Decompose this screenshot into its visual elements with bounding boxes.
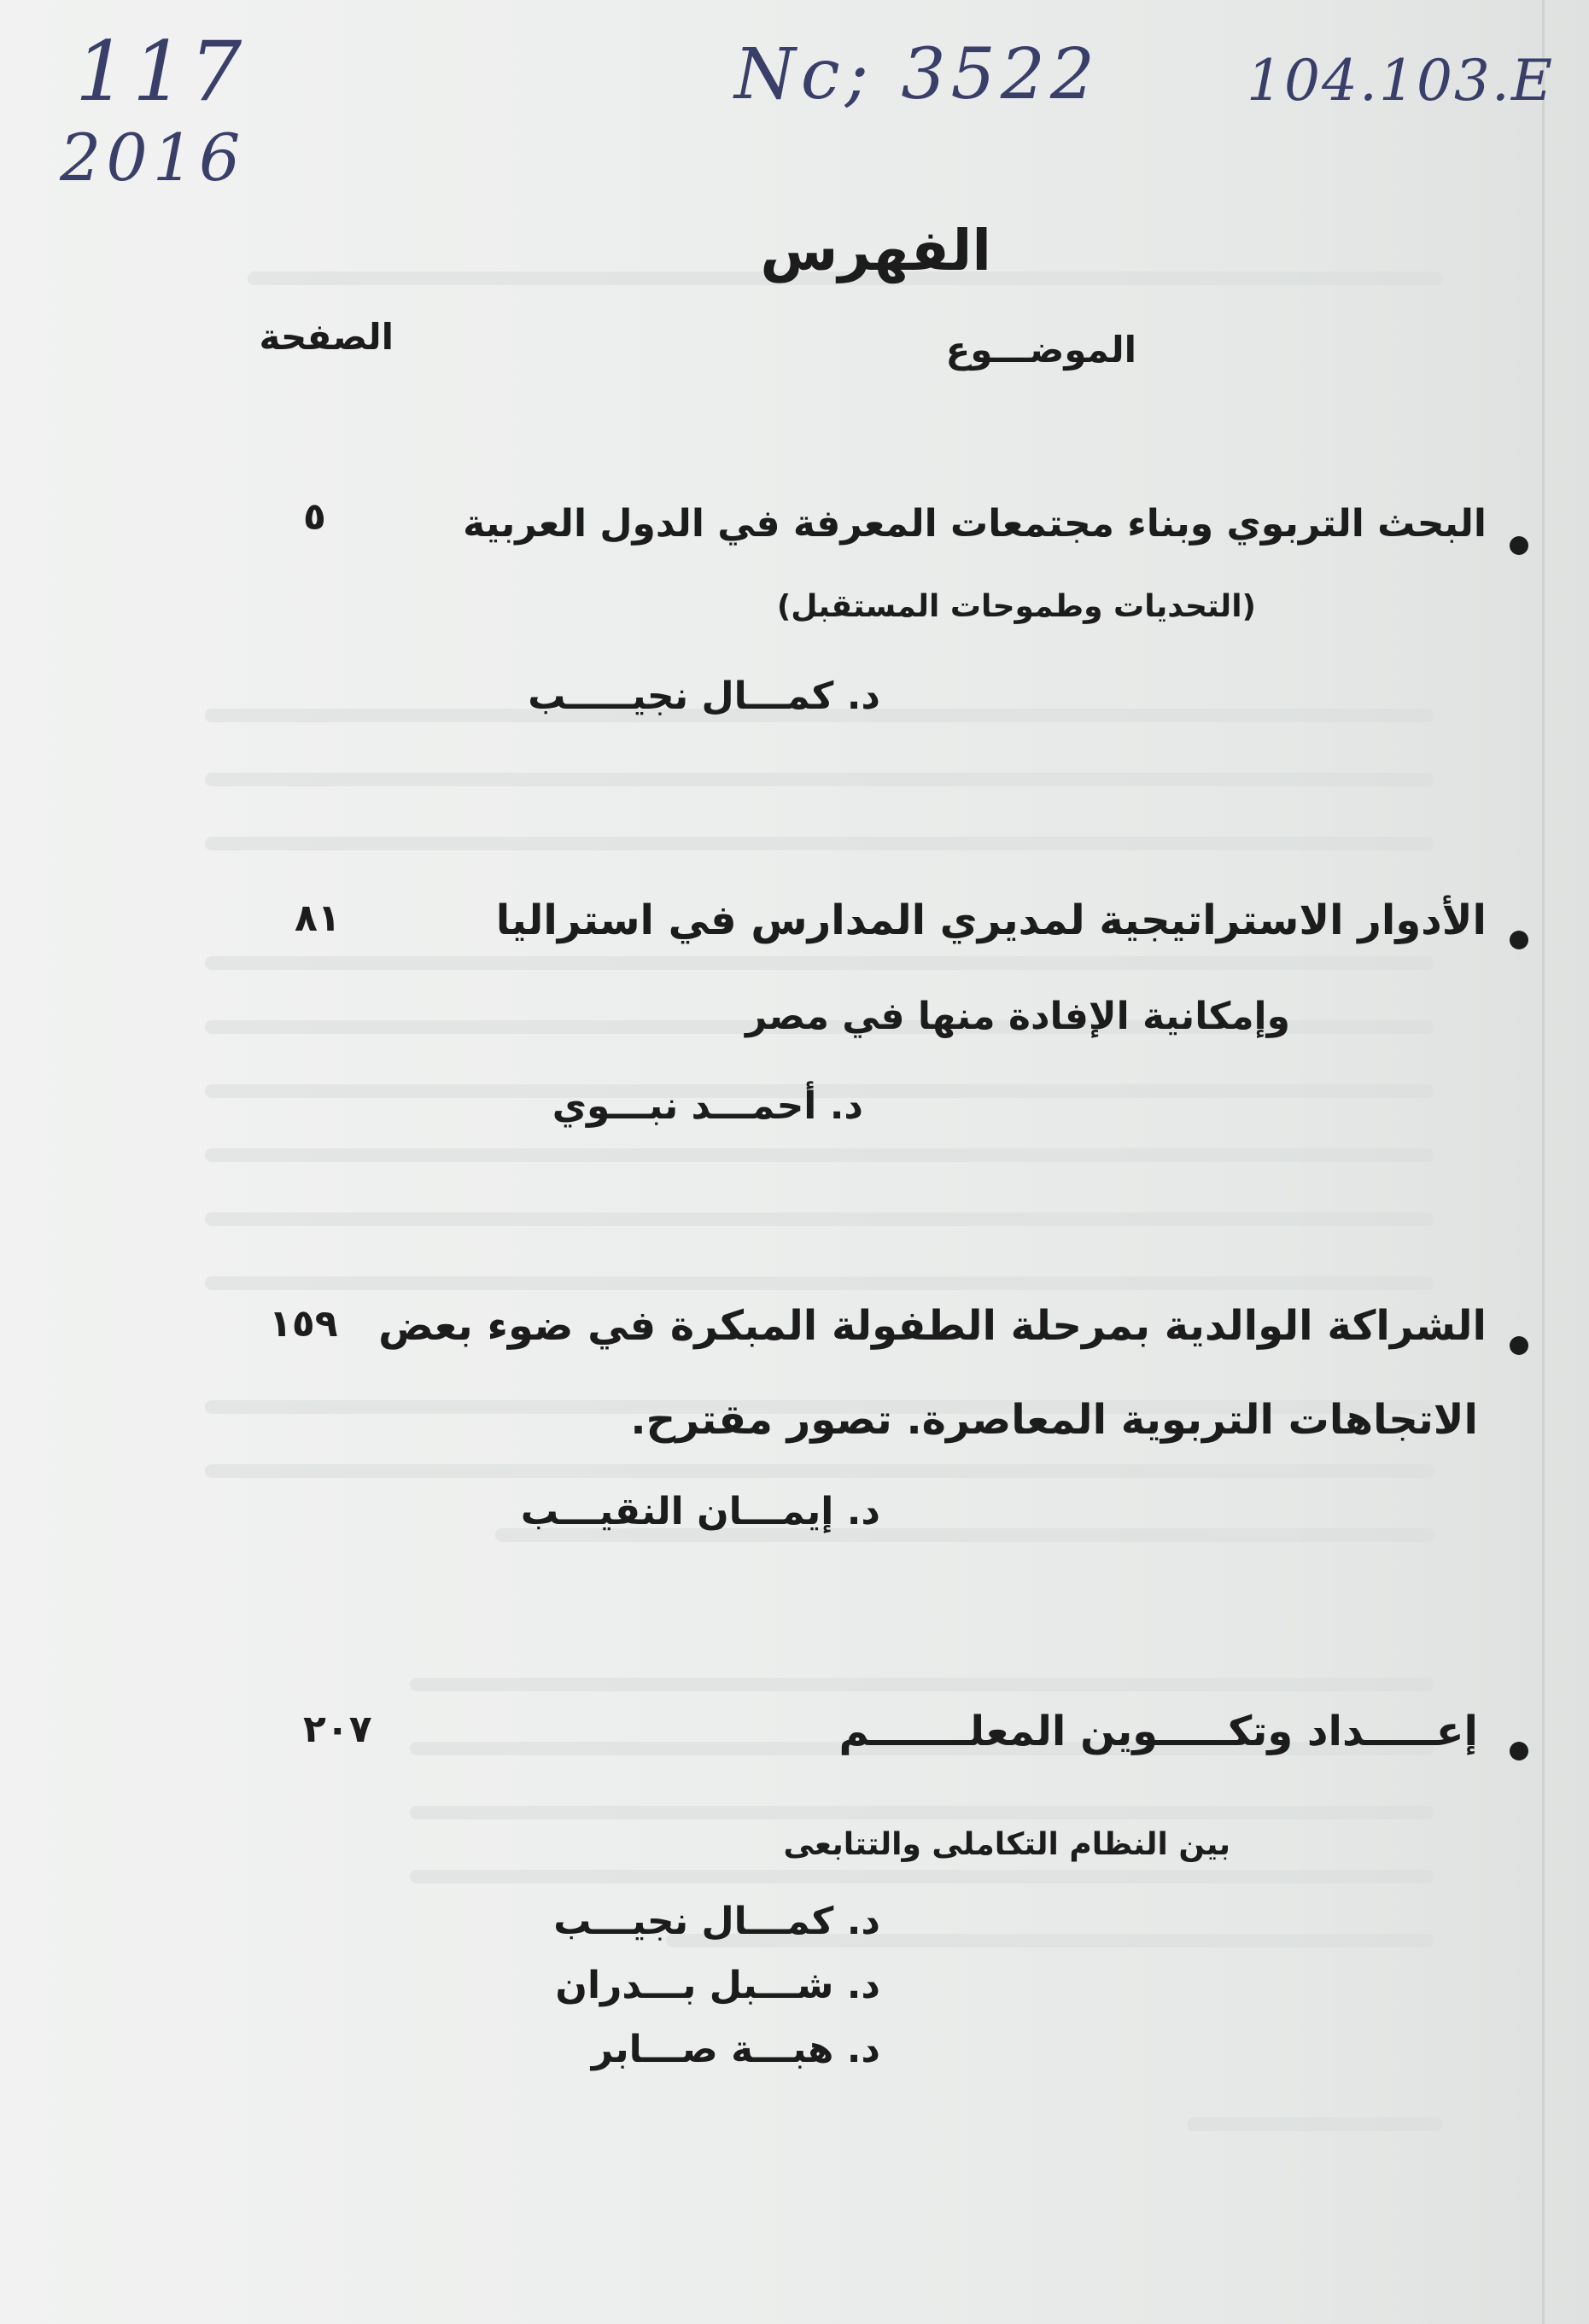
entry-author: د. كمـــال نجيـــب bbox=[553, 1900, 880, 1943]
show-through bbox=[1187, 2117, 1443, 2131]
handwritten-code: 117 bbox=[75, 24, 248, 120]
entry-author: د. كمـــال نجيـــــب bbox=[528, 674, 880, 718]
bullet bbox=[1510, 536, 1528, 555]
show-through bbox=[410, 1678, 1434, 1691]
show-through bbox=[205, 1276, 1434, 1290]
entry-page-number: ١٥٩ bbox=[269, 1302, 338, 1346]
entry-title: الأدوار الاستراتيجية لمديري المدارس في استراليا bbox=[495, 896, 1487, 944]
entry-title: الشراكة الوالدية بمرحلة الطفولة المبكرة في ضوء بعض bbox=[378, 1302, 1487, 1350]
bullet bbox=[1510, 1336, 1528, 1355]
bullet bbox=[1510, 931, 1528, 949]
entry-page-number: ٥ bbox=[303, 495, 326, 539]
page-title: الفهرس bbox=[760, 218, 991, 283]
page-column-header: الصفحة bbox=[259, 316, 394, 358]
entry-author: د. إيمـــان النقيـــب bbox=[520, 1490, 880, 1533]
show-through bbox=[205, 1464, 1434, 1478]
handwritten-ref: Nc; 3522 bbox=[734, 34, 1101, 115]
entry-author: د. شـــبل بـــدران bbox=[555, 1964, 880, 2007]
entry-subtitle: وإمكانية الإفادة منها في مصر bbox=[745, 995, 1290, 1038]
entry-page-number: ٢٠٧ bbox=[303, 1708, 372, 1751]
subject-column-header: الموضـــوع bbox=[945, 329, 1136, 371]
entry-author: د. هبـــة صـــابر bbox=[591, 2028, 880, 2071]
entry-subtitle: بين النظام التكاملى والتتابعى bbox=[783, 1827, 1230, 1862]
entry-title: إعـــــداد وتكـــــوين المعلـــــــم bbox=[838, 1708, 1478, 1755]
handwritten-year: 2016 bbox=[60, 120, 246, 196]
entry-subtitle: (التحديات وطموحات المستقبل) bbox=[776, 589, 1256, 624]
show-through bbox=[205, 773, 1434, 786]
show-through bbox=[205, 1148, 1434, 1162]
show-through bbox=[410, 1806, 1434, 1819]
bullet bbox=[1510, 1742, 1528, 1761]
show-through bbox=[205, 1212, 1434, 1226]
entry-subtitle: الاتجاهات التربوية المعاصرة. تصور مقترح. bbox=[630, 1396, 1478, 1444]
show-through bbox=[205, 956, 1434, 970]
show-through bbox=[410, 1870, 1434, 1883]
show-through bbox=[205, 837, 1434, 850]
entry-author: د. أحمـــد نبـــوي bbox=[552, 1084, 863, 1128]
entry-title: البحث التربوي وبناء مجتمعات المعرفة في الدول العربية bbox=[463, 502, 1487, 546]
page-edge bbox=[1542, 0, 1545, 2324]
handwritten-ref-right: 104.103.E bbox=[1247, 48, 1555, 114]
entry-page-number: ٨١ bbox=[295, 896, 341, 940]
